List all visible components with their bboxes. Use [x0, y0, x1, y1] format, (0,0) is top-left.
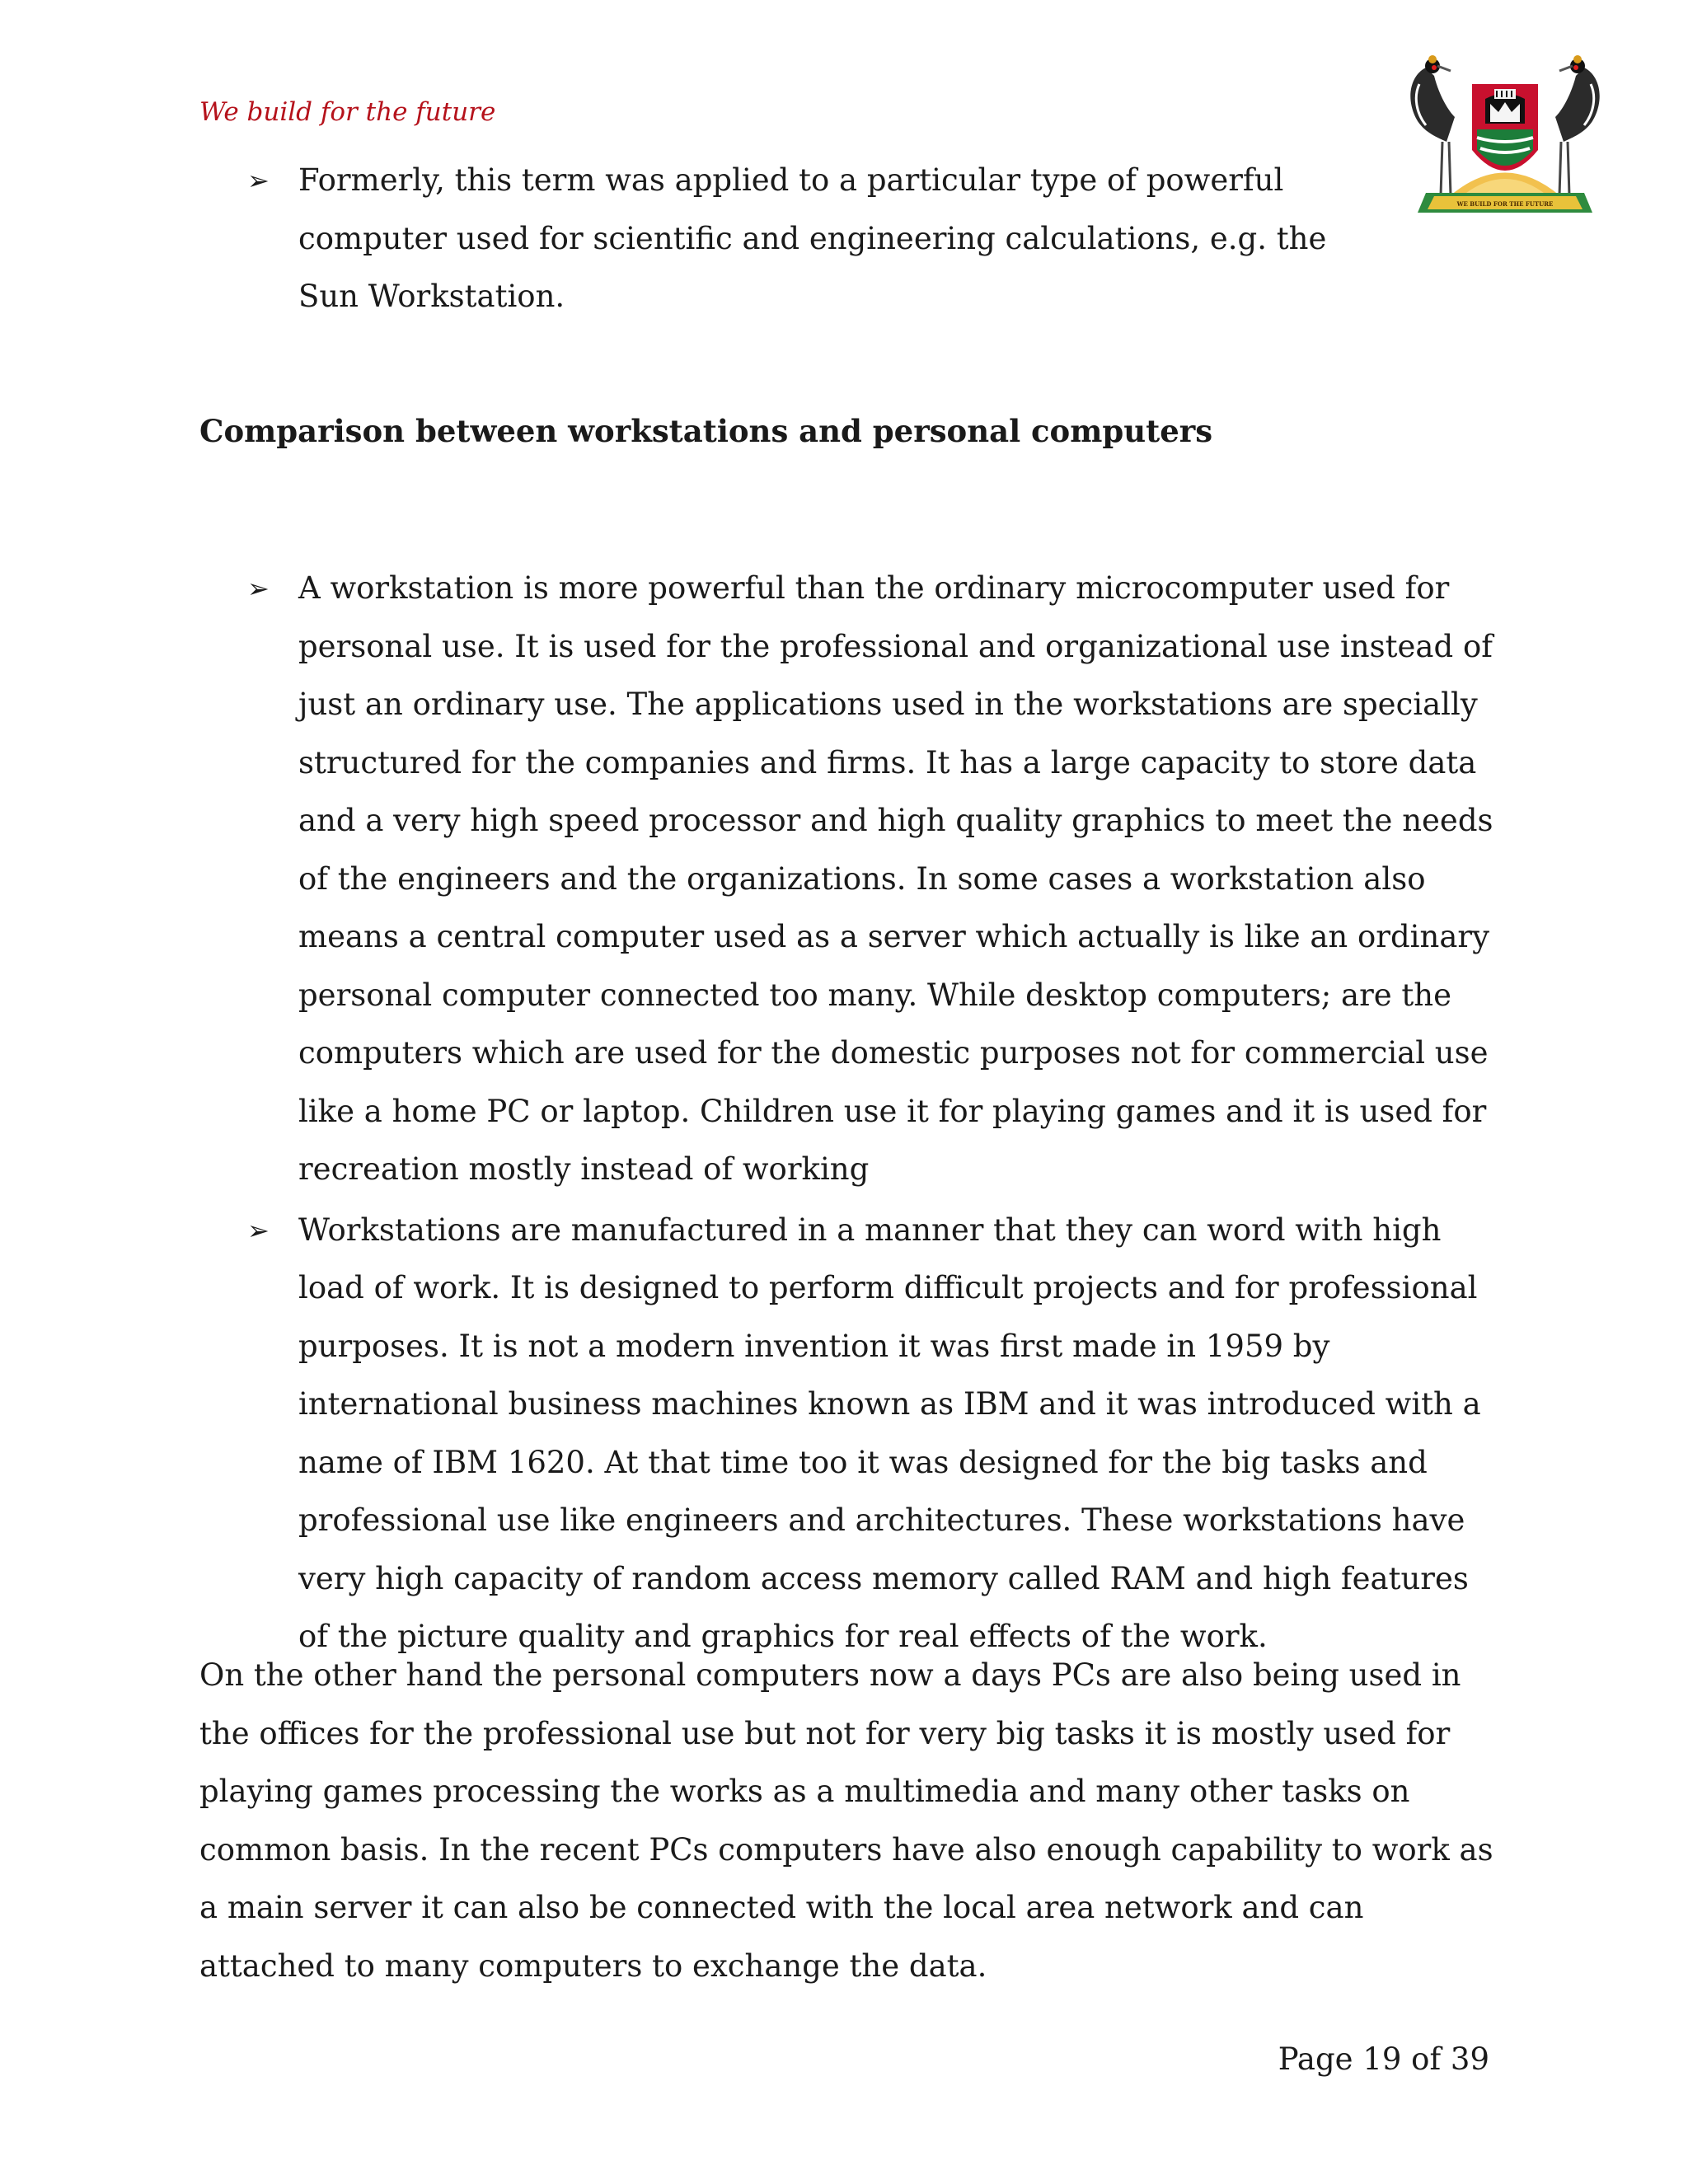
list-item-text: Workstations are manufactured in a manner that they can word with high load of work. It is designed to perform difficult projects and for professional purposes. It is not a modern invention it was first made in 1959 by international business machines known as IBM and it was introduced with a name of IBM 1620. At that time too it was designed for the big tasks and professional use like engineers and architectures. These workstations have very high capacity of random access memory called RAM and high features of the picture quality and graphics for real effects of the work.: [298, 1212, 1481, 1654]
university-crest-logo: [1401, 51, 1609, 232]
arrowhead-bullet-icon: ➢: [247, 573, 270, 604]
arrowhead-bullet-icon: ➢: [247, 1214, 270, 1246]
section-heading: Comparison between workstations and personal computers: [199, 413, 1213, 449]
page-number: Page 19 of 39: [1278, 2041, 1489, 2077]
list-item-text: A workstation is more powerful than the ordinary microcomputer used for personal use. It is used for the professional and organizational use instead of just an ordinary use. The applications used in the workstations are specially structured for the companies and firms. It has a large capacity to store data and a very high speed processor and high quality graphics to meet the needs of the engineers and the organizations. In some cases a workstation also means a central computer used as a server which actually is like an ordinary personal computer connected too many. While desktop computers; are the computers which are used for the domestic purposes not for commercial use like a home PC or laptop. Children use it for playing games and it is used for recreation mostly instead of working: [298, 570, 1493, 1187]
intro-bullet-list: [199, 152, 1386, 326]
svg-text:WE BUILD FOR THE FUTURE: WE BUILD FOR THE FUTURE: [1456, 200, 1554, 208]
left-crane-icon: [1410, 55, 1455, 195]
header-tagline: We build for the future: [199, 97, 496, 127]
list-item: [199, 1202, 1495, 1666]
motto-banner: [1418, 193, 1592, 213]
shield-icon: [1472, 84, 1538, 171]
arrowhead-bullet-icon: ➢: [247, 165, 270, 196]
comparison-bullet-list: [199, 560, 1495, 1669]
list-item-text: Formerly, this term was applied to a particular type of powerful computer used for scientific and engineering calculations, e.g. the Sun Workstation.: [298, 162, 1327, 314]
closing-paragraph: On the other hand the personal computers now a days PCs are also being used in the offices for the professional use but not for very big tasks it is mostly used for playing games processing the works as a multimedia and many other tasks on common basis. In the recent PCs computers have also enough capability to work as a main server it can also be connected with the local area network and can attached to many computers to exchange the data.: [199, 1657, 1493, 1984]
right-crane-icon: [1555, 55, 1600, 195]
list-item: [199, 152, 1386, 326]
sun-rays-icon: [1451, 173, 1559, 196]
list-item: [199, 560, 1495, 1199]
